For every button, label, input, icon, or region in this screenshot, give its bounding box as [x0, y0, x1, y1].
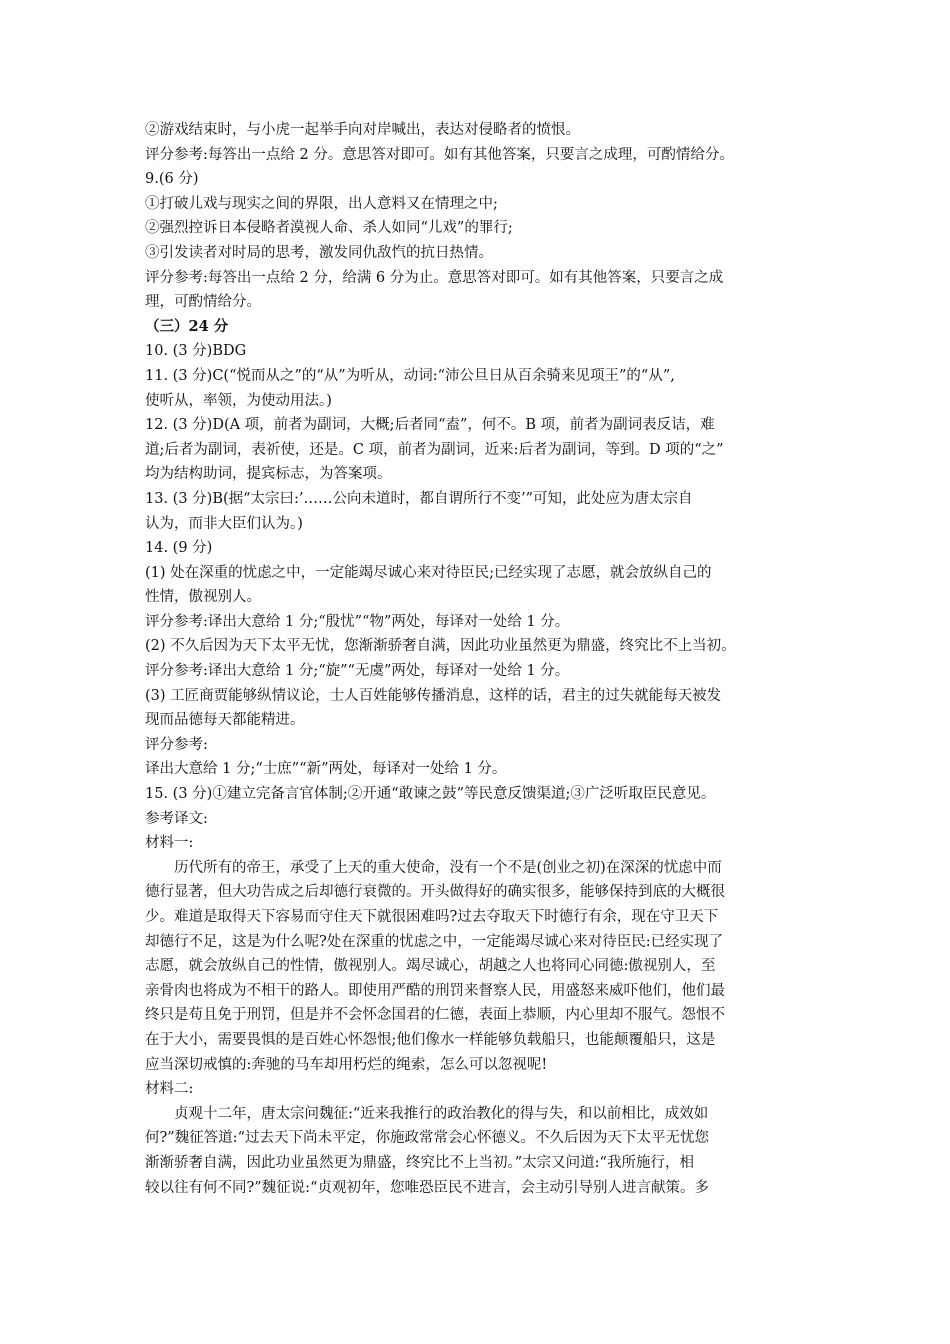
text-line: 现而品德每天都能精进。: [145, 712, 305, 729]
text-line: 14. (9 分): [145, 540, 213, 557]
text-line: 15. (3 分)①建立完备言官体制;②开通“敢谏之鼓”等民意反馈渠道;③广泛听取臣民意见。: [145, 786, 716, 803]
text-line: 评分参考:每答出一点给 2 分，给满 6 分为止。意思答对即可。如有其他答案，只要言之成: [145, 269, 724, 286]
text-line: 在于大小，需要畏惧的是百姓心怀怨恨;他们像水一样能够负载船只，也能颠覆船只，这是: [145, 1031, 716, 1048]
text-line: ③引发读者对时局的思考，激发同仇敌忾的抗日热情。: [145, 244, 493, 261]
text-line: 终只是苟且免于刑罚，但是并不会怀念国君的仁德，表面上恭顺，内心里却不服气。怨恨不: [145, 1007, 725, 1024]
text-line: 却德行不足，这是为什么呢?处在深重的忧虑之中，一定能竭尽诚心来对待臣民:已经实现了: [145, 933, 724, 950]
text-line: ②强烈控诉日本侵略者漠视人命、杀人如同“儿戏”的罪行;: [145, 220, 513, 237]
text-line: 历代所有的帝王，承受了上天的重大使命，没有一个不是(创业之初)在深深的忧虑中而: [174, 859, 722, 876]
text-line: 较以往有何不同?”魏征说:“贞观初年，您唯恐臣民不进言，会主动引导别人进言献策。多: [145, 1179, 709, 1196]
text-line: 12. (3 分)D(A 项，前者为副词，大概;后者同“盍”，何不。B 项，前者为副词表反诘，难: [145, 417, 715, 434]
text-line: 13. (3 分)B(据“太宗曰:’……公向未道时，都自谓所行不变’”可知，此处应为唐太宗自: [145, 490, 693, 507]
text-line: 11. (3 分)C(“悦而从之”的“从”为听从，动词:“沛公旦日从百余骑来见项王”的“从”,: [145, 367, 675, 384]
text-line: 材料一:: [145, 835, 194, 852]
text-line: 志愿，就会放纵自己的性情，傲视别人。竭尽诚心，胡越之人也将同心同德:傲视别人，至: [145, 958, 716, 975]
text-line: 评分参考:: [145, 736, 208, 753]
text-line: 亲骨肉也将成为不相干的路人。即使用严酷的刑罚来督察人民，用盛怒来威吓他们，他们最: [145, 982, 725, 999]
text-line: (3) 工匠商贾能够纵情议论，士人百姓能够传播消息，这样的话，君主的过失就能每天被发: [145, 687, 722, 704]
text-line: (1) 处在深重的忧虑之中，一定能竭尽诚心来对待臣民;已经实现了志愿，就会放纵自己的: [145, 564, 712, 581]
text-line: 理，可酌情给分。: [145, 294, 261, 311]
text-line: 9.(6 分): [145, 171, 199, 188]
text-line: 均为结构助词，提宾标志，为答案项。: [145, 466, 392, 483]
text-line: （三）24 分: [145, 317, 229, 335]
text-line: 性情，傲视别人。: [145, 589, 261, 606]
text-line: 应当深切戒慎的:奔驰的马车却用朽烂的绳索，怎么可以忽视呢!: [145, 1056, 548, 1073]
text-line: 德行显著，但大功告成之后却德行衰微的。开头做得好的确实很多，能够保持到底的大概很: [145, 884, 725, 901]
text-line: 10. (3 分)BDG: [145, 343, 247, 360]
text-line: 评分参考:译出大意给 1 分;“旋”“无虞”两处，每译对一处给 1 分。: [145, 663, 570, 680]
text-line: 材料二:: [145, 1081, 194, 1098]
text-line: 贞观十二年，唐太宗问魏征:“近来我推行的政治教化的得与失，和以前相比，成效如: [174, 1105, 709, 1122]
text-line: 何?”魏征答道:“过去天下尚未平定，你施政常常会心怀德义。不久后因为天下太平无忧您: [145, 1130, 709, 1147]
text-line: 使听从，率领，为使动用法。): [145, 392, 332, 409]
text-line: 渐渐骄奢自满，因此功业虽然更为鼎盛，终究比不上当初。”太宗又问道:“我所施行，相: [145, 1154, 694, 1171]
text-line: 参考译文:: [145, 810, 208, 827]
text-line: 道;后者为副词，表祈使，还是。C 项，前者为副词，近来:后者为副词，等到。D 项的“之”: [145, 441, 724, 458]
text-line: ①打破儿戏与现实之间的界限，出人意料又在情理之中;: [145, 195, 498, 212]
text-line: ②游戏结束时，与小虎一起举手向对岸喊出，表达对侵略者的愤恨。: [145, 122, 580, 138]
text-line: 少。难道是取得天下容易而守住天下就很困难吗?过去夺取天下时德行有余，现在守卫天下: [145, 909, 719, 925]
text-line: (2) 不久后因为天下太平无忧，您渐渐骄奢自满，因此功业虽然更为鼎盛，终究比不上当初。: [145, 638, 736, 655]
text-line: 认为，而非大臣们认为。): [145, 515, 303, 532]
text-line: 译出大意给 1 分;“士庶”“新”两处，每译对一处给 1 分。: [145, 761, 507, 778]
text-line: 评分参考:每答出一点给 2 分。意思答对即可。如有其他答案，只要言之成理，可酌情给分。: [145, 146, 734, 163]
text-line: 评分参考:译出大意给 1 分;“殷忧”“物”两处，每译对一处给 1 分。: [145, 613, 570, 630]
